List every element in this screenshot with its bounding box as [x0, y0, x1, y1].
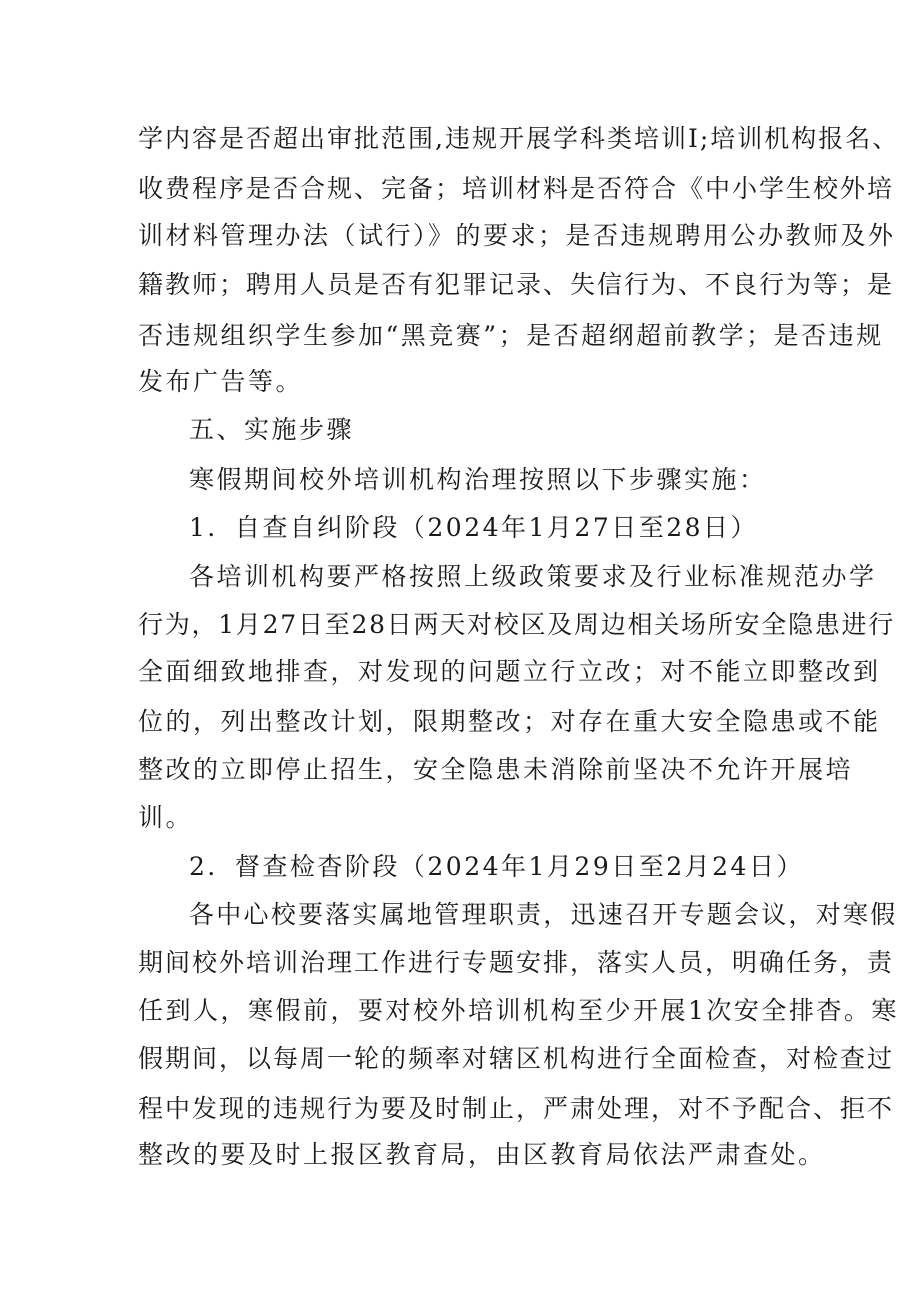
- text-line: 学内容是否超出审批范围,违规开展学科类培训I;培训机构报名、: [138, 124, 900, 153]
- text-line: 收费程序是否合规、完备；培训材料是否符合《中小学生校外培: [138, 174, 895, 203]
- text-line: 各中心校要落实属地管理职责，迅速召开专题会议，对寒假: [189, 900, 898, 929]
- text-line: 整改的立即停止招生，安全隐患未消除前坚决不允许开展培: [138, 755, 854, 784]
- text-line: 训材料管理办法（试行）》的要求；是否违规聘用公办教师及外: [138, 221, 896, 250]
- text-line: 发布广告等。: [138, 367, 304, 396]
- text-line: 位的，列出整改计划，限期整改；对存在重大安全隐患或不能: [138, 707, 881, 736]
- text-line: 全面细致地排查，对发现的问题立行立改；对不能立即整改到: [138, 657, 881, 686]
- section-heading: 五、实施步骤: [189, 415, 355, 444]
- step-1-heading: 1．自查自纠阶段（2024年1月27日至28日）: [189, 513, 759, 542]
- text-line: 假期间，以每周一轮的频率对辖区机构进行全面检查，对检查过: [138, 1044, 895, 1073]
- text-line: 否违规组织学生参加“黑竞赛”；是否超纲超前教学；是否违规: [138, 321, 884, 350]
- text-line: 行为，1月27日至28日两天对校区及周边相关场所安全隐患进行: [138, 610, 896, 639]
- paragraph-intro: 寒假期间校外培训机构治理按照以下步骤实施：: [189, 465, 767, 494]
- text-line: 期间校外培训治理工作进行专题安排，落实人员，明确任务，责: [138, 948, 895, 977]
- text-line: 程中发现的违规行为要及时制止，严肃处理，对不予配合、拒不: [138, 1094, 895, 1123]
- text-line: 籍教师；聘用人员是否有犯罪记录、失信行为、不良行为等；是: [138, 270, 895, 299]
- step-2-heading: 2．督查检杳阶段（2024年1月29日至2月24日）: [189, 852, 804, 881]
- text-line: 各培训机构要严格按照上级政策要求及行业标准规范办学: [189, 562, 877, 591]
- text-line: 训。: [138, 803, 194, 832]
- text-line: 任到人，寒假前，要对校外培训机构至少开展1次安全排杳。寒: [138, 996, 899, 1025]
- text-line: 整改的要及时上报区教育局，由区教育局依法严肃查处。: [138, 1140, 826, 1169]
